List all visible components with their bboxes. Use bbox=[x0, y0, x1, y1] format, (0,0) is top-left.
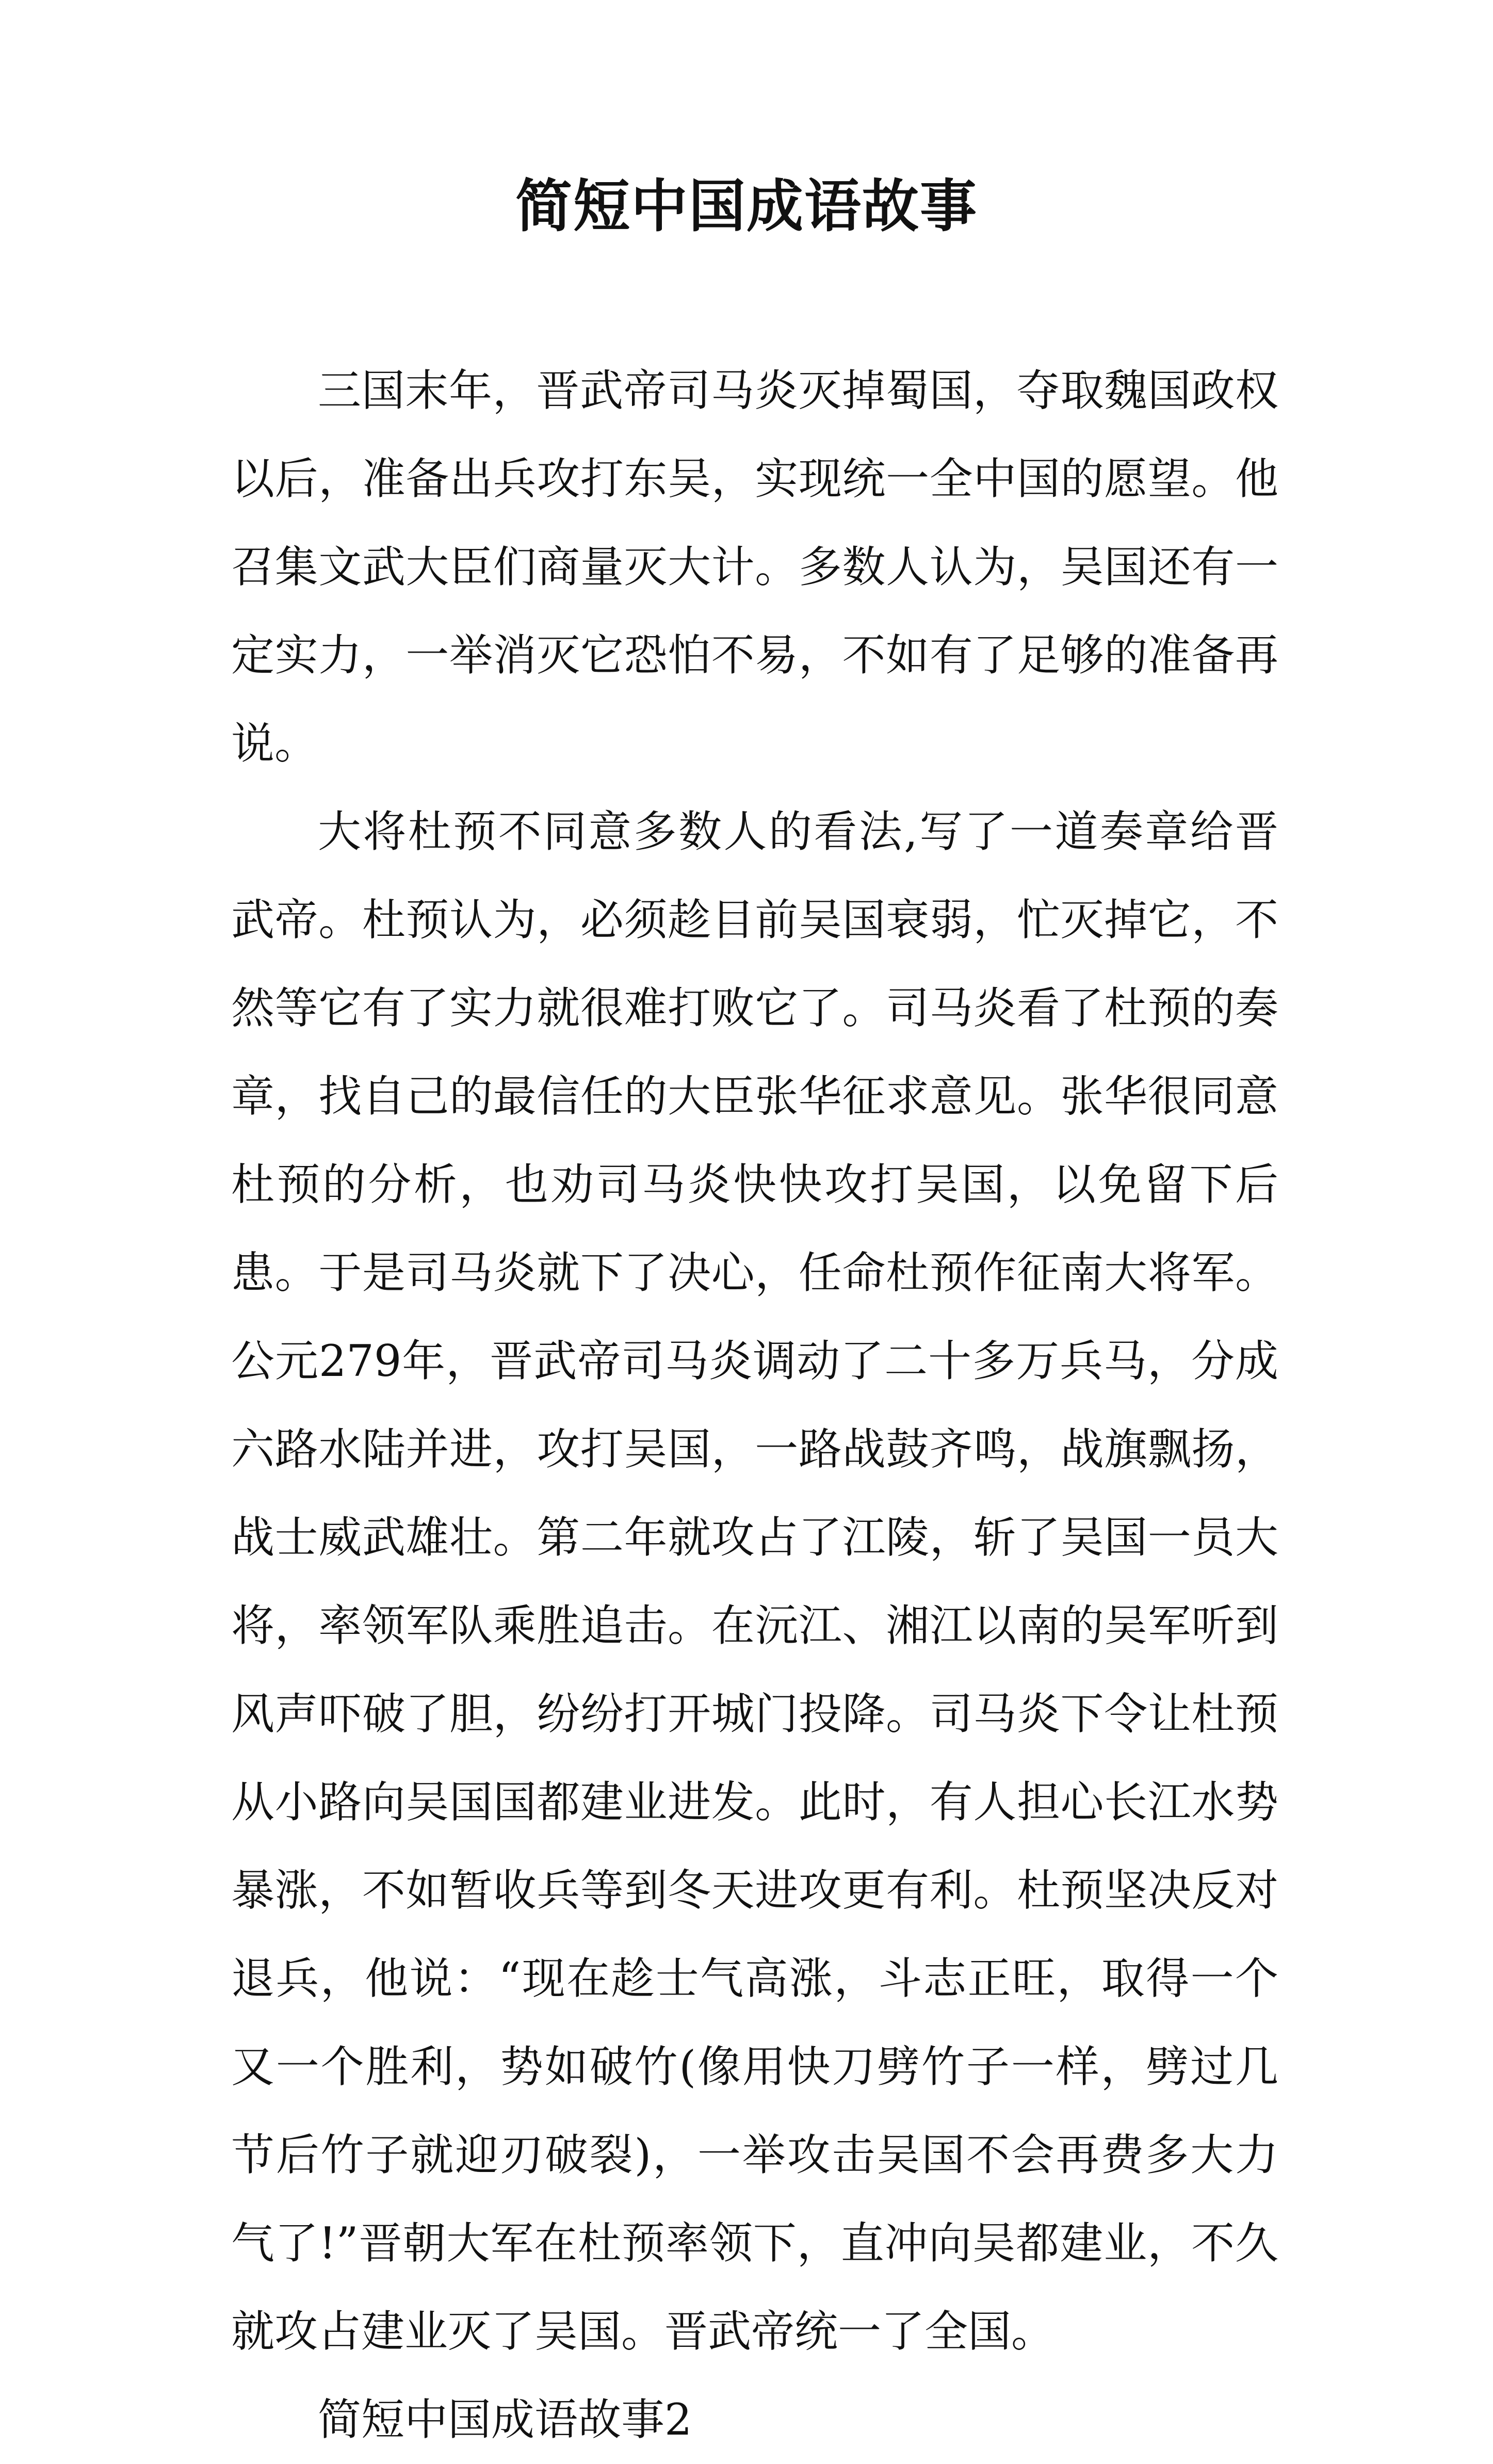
document-body bbox=[231, 347, 1278, 2464]
paragraph-story: 大将杜预不同意多数人的看法,写了一道奏章给晋武帝。杜预认为，必须趁目前吴国衰弱，忙灭掉它，不然等它有了实力就很难打败它了。司马炎看了杜预的奏章，找自己的最信任的大臣张华征求意见。张华很同意杜预的分析，也劝司马炎快快攻打吴国，以免留下后患。于是司马炎就下了决心，任命杜预作征南大将军。公元279年，晋武帝司马炎调动了二十多万兵马，分成六路水陆并进，攻打吴国，一路战鼓齐鸣，战旗飘扬，战士威武雄壮。第二年就攻占了江陵，斩了吴国一员大将，率领军队乘胜追击。在沅江、湘江以南的吴军听到风声吓破了胆，纷纷打开城门投降。司马炎下令让杜预从小路向吴国国都建业进发。此时，有人担心长江水势暴涨，不如暂收兵等到冬天进攻更有利。杜预坚决反对退兵，他说：“现在趁士气高涨，斗志正旺，取得一个又一个胜利，势如破竹(像用快刀劈竹子一样，劈过几节后竹子就迎刃破裂)，一举攻击吴国不会再费多大力气了!”晋朝大军在杜预率领下，直冲向吴都建业，不久就攻占建业灭了吴国。晋武帝统一了全国。 bbox=[231, 806, 1278, 2357]
document-title: 简短中国成语故事 bbox=[515, 173, 978, 239]
paragraph-intro: 三国末年，晋武帝司马炎灭掉蜀国，夺取魏国政权以后，准备出兵攻打东吴，实现统一全中国的愿望。他召集文武大臣们商量灭大计。多数人认为，吴国还有一定实力，一举消灭它恐怕不易，不如有了足够的准备再说。 bbox=[231, 365, 1278, 769]
section-heading-story-2: 简短中国成语故事2 bbox=[318, 2394, 692, 2445]
